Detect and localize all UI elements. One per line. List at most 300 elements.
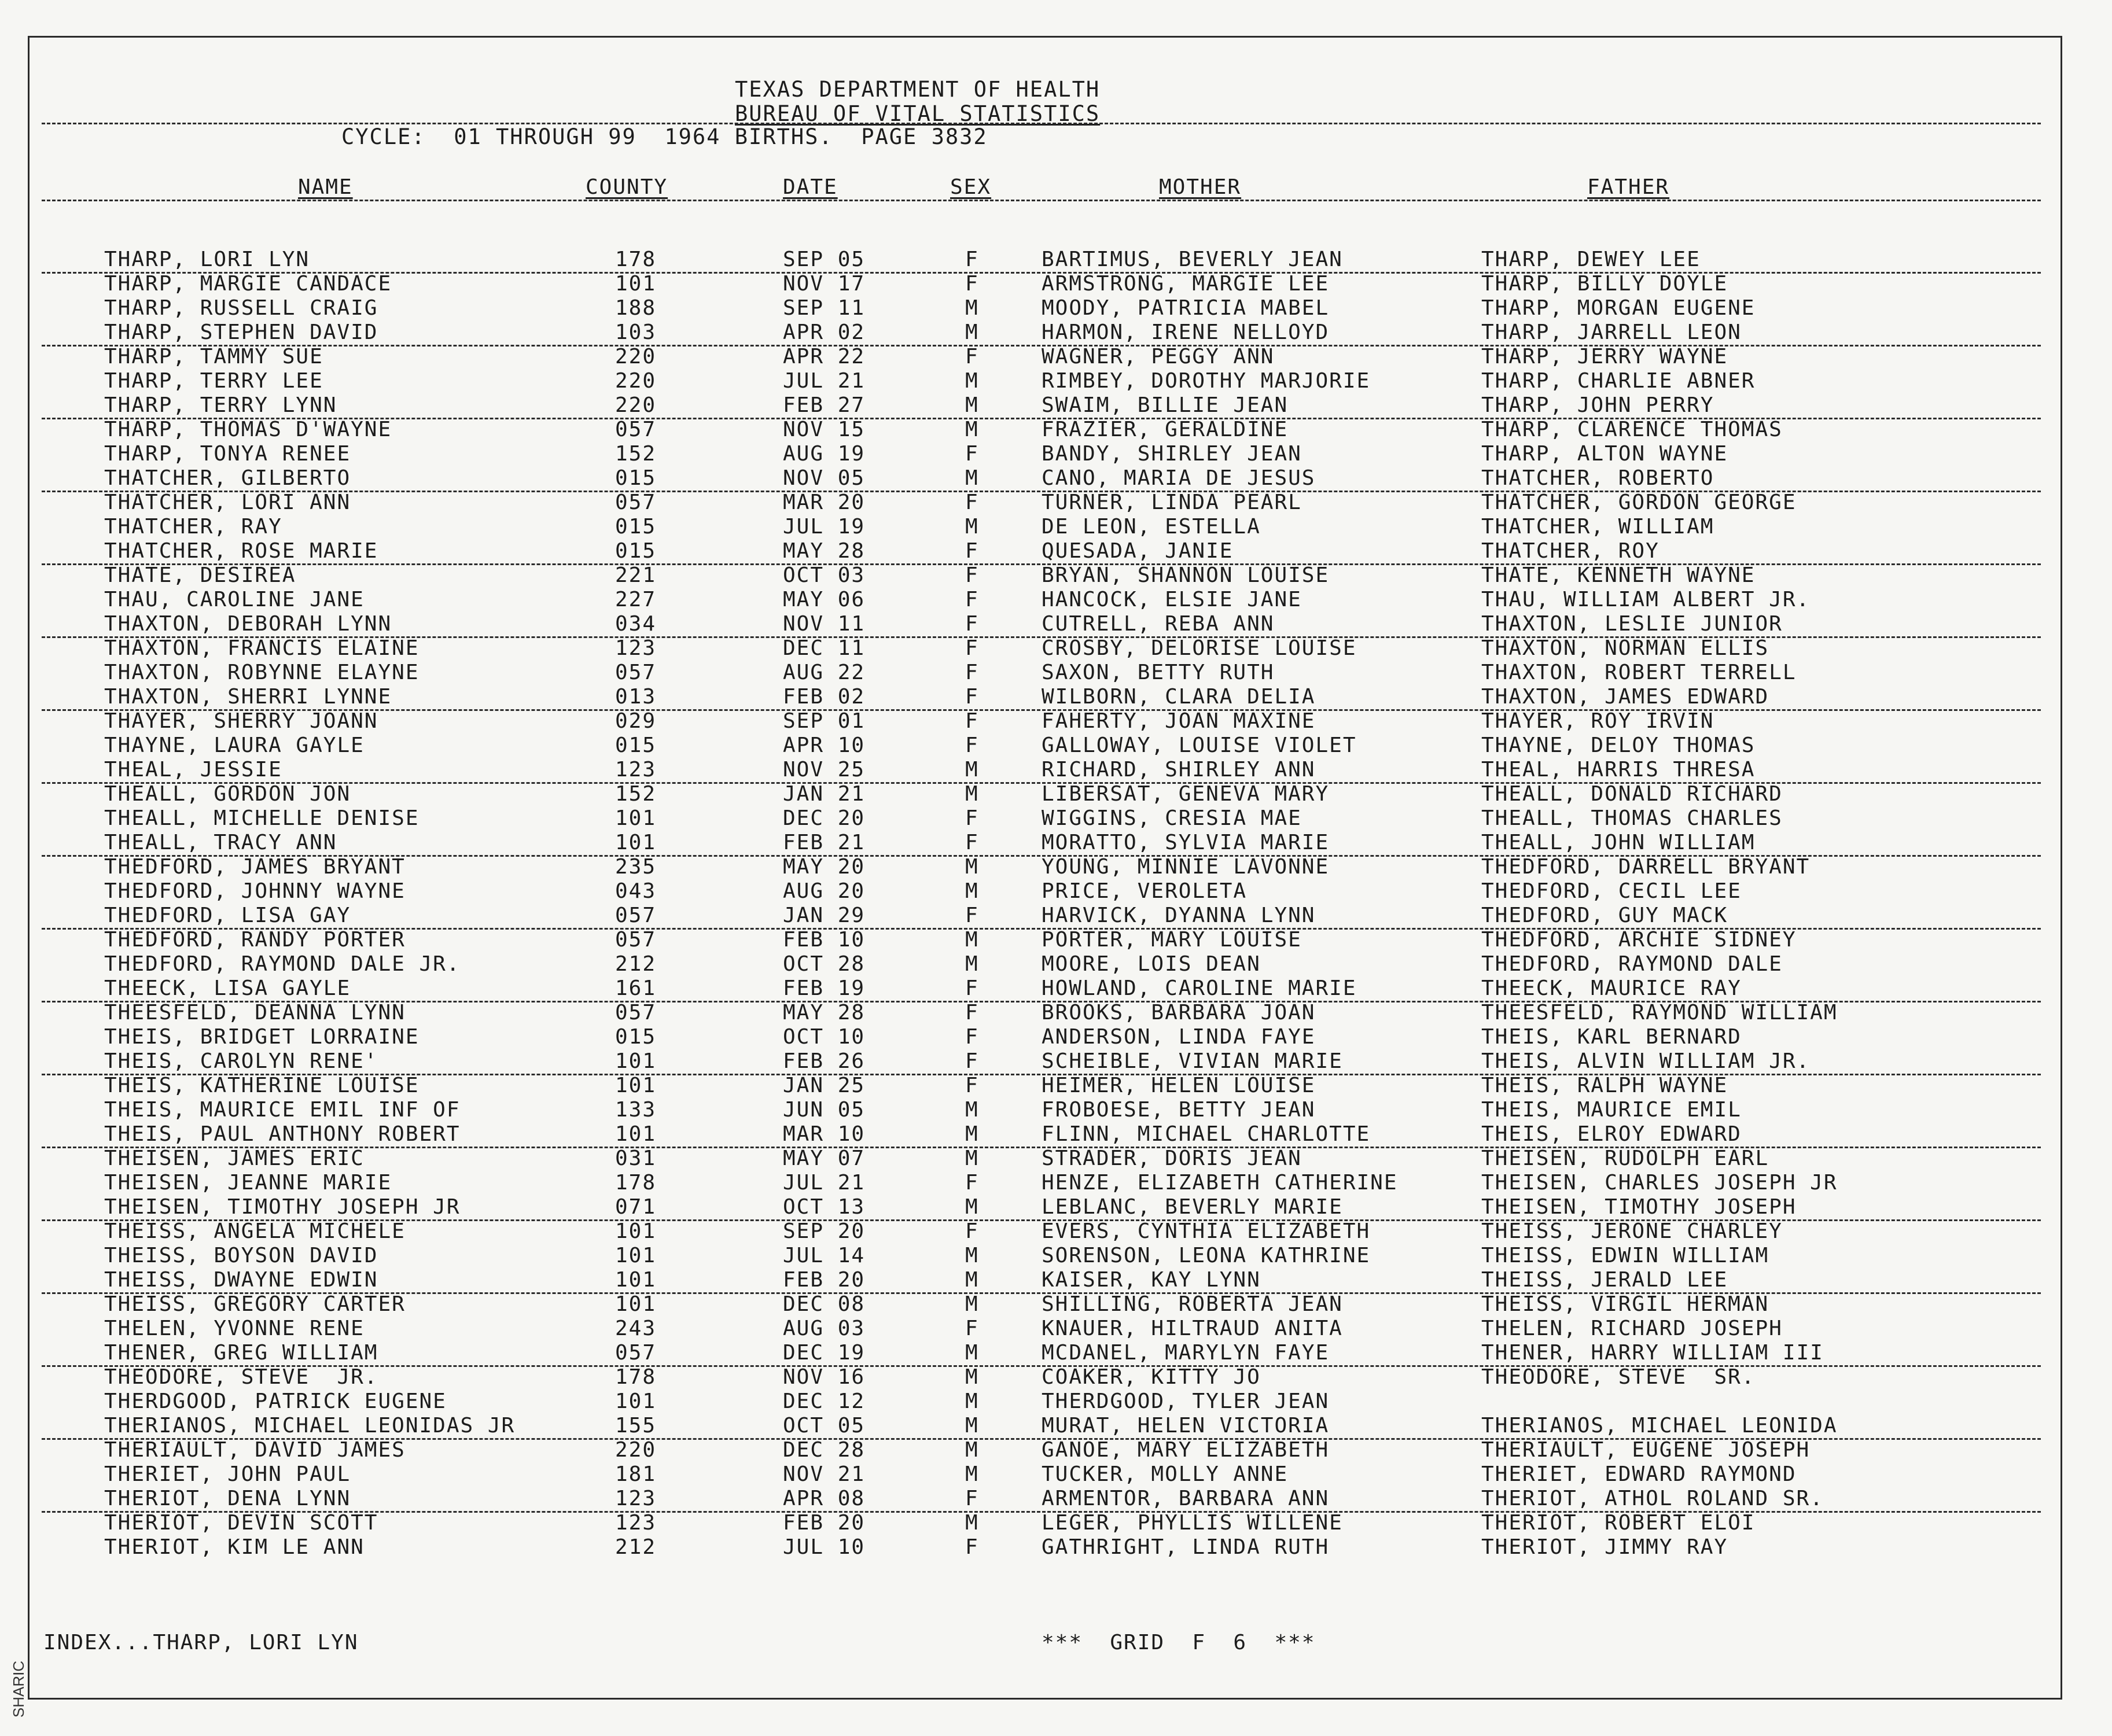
table-row [0,806,2112,831]
table-row [0,1292,2112,1317]
cell-date: NOV 15 [783,418,866,441]
table-row [0,1122,2112,1147]
cell-name: THEDFORD, JAMES BRYANT [104,855,406,879]
cell-mother: GANOE, MARY ELIZABETH [1042,1438,1330,1462]
cell-sex: F [965,442,979,466]
cell-father: THERIOT, JIMMY RAY [1481,1535,1728,1559]
cell-father: THEDFORD, DARRELL BRYANT [1481,855,1811,879]
index-label: INDEX...THARP, LORI LYN [43,1631,359,1654]
cell-date: FEB 26 [783,1049,866,1073]
cell-father: THAU, WILLIAM ALBERT JR. [1481,588,1811,611]
cell-father: THEDFORD, GUY MACK [1481,904,1728,927]
records-table [0,248,2112,1560]
table-row [0,1147,2112,1171]
cell-date: FEB 02 [783,685,866,709]
cell-name: THEDFORD, JOHNNY WAYNE [104,879,406,903]
cell-mother: HENZE, ELIZABETH CATHERINE [1042,1171,1398,1195]
cell-county: 152 [615,782,657,806]
cell-sex: F [965,661,979,684]
cell-father: THEISS, VIRGIL HERMAN [1481,1292,1769,1316]
cell-date: MAY 06 [783,588,866,611]
cell-county: 101 [615,831,657,854]
cell-sex: M [965,1511,979,1535]
cell-name: THARP, RUSSELL CRAIG [104,296,378,320]
cell-sex: M [965,296,979,320]
cell-name: THEISS, DWAYNE EDWIN [104,1268,378,1292]
cell-date: MAY 07 [783,1147,866,1170]
cell-county: 220 [615,345,657,368]
cell-mother: FAHERTY, JOAN MAXINE [1042,709,1316,733]
cell-name: THEALL, MICHELLE DENISE [104,806,420,830]
cell-mother: BANDY, SHIRLEY JEAN [1042,442,1302,466]
cell-name: THAXTON, SHERRI LYNNE [104,685,392,709]
cell-sex: F [965,1219,979,1243]
cell-date: APR 10 [783,734,866,757]
table-row [0,879,2112,904]
cell-county: 015 [615,734,657,757]
cell-mother: LIBERSAT, GENEVA MARY [1042,782,1330,806]
cell-county: 057 [615,928,657,952]
cell-father: THENER, HARRY WILLIAM III [1481,1341,1824,1365]
cell-father: THATE, KENNETH WAYNE [1481,563,1756,587]
cell-name: THEODORE, STEVE JR. [104,1365,378,1389]
column-header-father: FATHER [1587,175,1670,199]
cell-father: THEECK, MAURICE RAY [1481,976,1742,1000]
cell-name: THEECK, LISA GAYLE [104,976,351,1000]
cell-sex: M [965,1341,979,1365]
cell-date: FEB 19 [783,976,866,1000]
cell-mother: GALLOWAY, LOUISE VIOLET [1042,734,1357,757]
cell-father: THARP, JARRELL LEON [1481,320,1742,344]
cell-date: DEC 12 [783,1389,866,1413]
cell-sex: M [965,1292,979,1316]
cell-county: 031 [615,1147,657,1170]
table-row [0,442,2112,466]
cell-county: 243 [615,1317,657,1340]
cell-date: MAR 20 [783,491,866,514]
cell-date: FEB 20 [783,1268,866,1292]
cell-father: THARP, CHARLIE ABNER [1481,369,1756,393]
cell-father: THEODORE, STEVE SR. [1481,1365,1756,1389]
cell-county: 152 [615,442,657,466]
cell-father: THAXTON, NORMAN ELLIS [1481,636,1769,660]
cell-mother: BROOKS, BARBARA JOAN [1042,1001,1316,1024]
cell-name: THARP, TAMMY SUE [104,345,323,368]
cell-father: THEDFORD, RAYMOND DALE [1481,952,1783,976]
cell-county: 133 [615,1098,657,1122]
cell-sex: M [965,418,979,441]
cell-name: THEAL, JESSIE [104,758,282,782]
cell-date: DEC 19 [783,1341,866,1365]
cell-father: THEISEN, TIMOTHY JOSEPH [1481,1195,1797,1219]
cell-county: 101 [615,1049,657,1073]
cell-date: NOV 17 [783,272,866,296]
cell-date: SEP 20 [783,1219,866,1243]
cell-county: 123 [615,1487,657,1510]
cell-county: 057 [615,491,657,514]
cell-name: THERIOT, DENA LYNN [104,1487,351,1510]
cell-name: THATCHER, LORI ANN [104,491,351,514]
cell-county: 123 [615,636,657,660]
cell-date: APR 02 [783,320,866,344]
cell-father: THARP, DEWEY LEE [1481,248,1701,271]
cell-date: NOV 05 [783,466,866,490]
cell-mother: QUESADA, JANIE [1042,539,1234,563]
cell-father: THEISS, JERALD LEE [1481,1268,1728,1292]
cell-sex: F [965,734,979,757]
cell-county: 101 [615,1389,657,1413]
cell-mother: HARMON, IRENE NELLOYD [1042,320,1330,344]
cell-father: THELEN, RICHARD JOSEPH [1481,1317,1783,1340]
cell-father: THERIAULT, EUGENE JOSEPH [1481,1438,1811,1462]
cell-father: THAXTON, ROBERT TERRELL [1481,661,1797,684]
cell-sex: F [965,904,979,927]
cell-county: 101 [615,1219,657,1243]
cell-mother: SAXON, BETTY RUTH [1042,661,1275,684]
table-row [0,491,2112,515]
cell-father: THEISS, JERONE CHARLEY [1481,1219,1783,1243]
cell-name: THATE, DESIREA [104,563,296,587]
cell-sex: F [965,1487,979,1510]
cell-date: DEC 20 [783,806,866,830]
cell-sex: M [965,1147,979,1170]
cell-sex: F [965,685,979,709]
cell-sex: M [965,1414,979,1438]
cell-mother: BARTIMUS, BEVERLY JEAN [1042,248,1343,271]
cell-mother: SWAIM, BILLIE JEAN [1042,393,1289,417]
header-agency: TEXAS DEPARTMENT OF HEALTH [735,77,1101,102]
cell-date: AUG 20 [783,879,866,903]
cell-sex: M [965,782,979,806]
cell-name: THENER, GREG WILLIAM [104,1341,378,1365]
cell-name: THERIANOS, MICHAEL LEONIDAS JR [104,1414,516,1438]
cell-date: DEC 11 [783,636,866,660]
cell-county: 161 [615,976,657,1000]
table-row [0,272,2112,296]
table-row [0,928,2112,952]
cell-date: MAR 10 [783,1122,866,1146]
cell-sex: F [965,345,979,368]
cell-mother: DE LEON, ESTELLA [1042,515,1261,539]
cell-date: JUL 14 [783,1244,866,1267]
cell-father: THEISEN, CHARLES JOSEPH JR [1481,1171,1838,1195]
cell-mother: STRADER, DORIS JEAN [1042,1147,1302,1170]
table-row [0,661,2112,685]
cell-name: THATCHER, ROSE MARIE [104,539,378,563]
table-row [0,1511,2112,1535]
cell-sex: F [965,806,979,830]
cell-name: THARP, TERRY LYNN [104,393,337,417]
cell-county: 212 [615,952,657,976]
cell-county: 178 [615,248,657,271]
cell-father: THAXTON, LESLIE JUNIOR [1481,612,1783,636]
cell-date: MAY 28 [783,1001,866,1024]
cell-name: THEDFORD, LISA GAY [104,904,351,927]
cell-name: THEIS, PAUL ANTHONY ROBERT [104,1122,461,1146]
cell-county: 057 [615,1001,657,1024]
cell-county: 013 [615,685,657,709]
table-row [0,952,2112,976]
cell-mother: HOWLAND, CAROLINE MARIE [1042,976,1357,1000]
table-row [0,1025,2112,1049]
cell-mother: GATHRIGHT, LINDA RUTH [1042,1535,1330,1559]
cell-mother: WILBORN, CLARA DELIA [1042,685,1316,709]
cell-county: 103 [615,320,657,344]
table-row [0,904,2112,928]
cell-county: 057 [615,418,657,441]
cell-mother: MOODY, PATRICIA MABEL [1042,296,1330,320]
table-row [0,418,2112,442]
cell-date: JUL 10 [783,1535,866,1559]
cell-mother: HANCOCK, ELSIE JANE [1042,588,1302,611]
cell-mother: MCDANEL, MARYLYN FAYE [1042,1341,1330,1365]
cell-father: THATCHER, GORDON GEORGE [1481,491,1797,514]
cell-sex: M [965,1122,979,1146]
cell-name: THEISEN, JEANNE MARIE [104,1171,392,1195]
cell-mother: WAGNER, PEGGY ANN [1042,345,1275,368]
cell-name: THARP, TONYA RENEE [104,442,351,466]
table-row [0,393,2112,418]
cell-name: THEIS, KATHERINE LOUISE [104,1074,420,1097]
cell-name: THARP, THOMAS D'WAYNE [104,418,392,441]
cell-mother: ARMENTOR, BARBARA ANN [1042,1487,1330,1510]
cell-county: 015 [615,466,657,490]
cell-father: THERIOT, ROBERT ELOI [1481,1511,1756,1535]
cell-county: 101 [615,1122,657,1146]
cell-date: SEP 11 [783,296,866,320]
cell-mother: RIMBEY, DOROTHY MARJORIE [1042,369,1371,393]
cell-mother: WIGGINS, CRESIA MAE [1042,806,1302,830]
cell-sex: M [965,320,979,344]
table-row [0,734,2112,758]
table-row [0,612,2112,636]
cell-name: THERIAULT, DAVID JAMES [104,1438,406,1462]
cell-sex: F [965,976,979,1000]
cell-mother: SHILLING, ROBERTA JEAN [1042,1292,1343,1316]
cell-father: THARP, JOHN PERRY [1481,393,1714,417]
cell-father: THEALL, JOHN WILLIAM [1481,831,1756,854]
cell-name: THAXTON, DEBORAH LYNN [104,612,392,636]
cell-sex: M [965,393,979,417]
table-row [0,1195,2112,1219]
cell-date: NOV 25 [783,758,866,782]
grid-label: *** GRID F 6 *** [1042,1631,1316,1654]
cell-date: JAN 29 [783,904,866,927]
cell-father: THEISS, EDWIN WILLIAM [1481,1244,1769,1267]
cell-county: 123 [615,758,657,782]
table-row [0,296,2112,320]
cell-date: DEC 28 [783,1438,866,1462]
cell-name: THATCHER, GILBERTO [104,466,351,490]
cell-sex: M [965,1195,979,1219]
cell-father: THERIOT, ATHOL ROLAND SR. [1481,1487,1824,1510]
cell-date: FEB 27 [783,393,866,417]
cell-sex: M [965,369,979,393]
cell-county: 220 [615,393,657,417]
cell-name: THARP, STEPHEN DAVID [104,320,378,344]
cell-county: 015 [615,515,657,539]
table-row [0,855,2112,879]
cell-sex: M [965,879,979,903]
cell-name: THAYER, SHERRY JOANN [104,709,378,733]
cell-name: THEISS, BOYSON DAVID [104,1244,378,1267]
cell-mother: YOUNG, MINNIE LAVONNE [1042,855,1330,879]
cell-father: THEIS, ALVIN WILLIAM JR. [1481,1049,1811,1073]
cell-county: 212 [615,1535,657,1559]
cell-mother: MORATTO, SYLVIA MARIE [1042,831,1330,854]
cell-sex: F [965,709,979,733]
cell-sex: M [965,1365,979,1389]
cell-sex: F [965,636,979,660]
cell-mother: HEIMER, HELEN LOUISE [1042,1074,1316,1097]
table-row [0,1074,2112,1098]
cell-sex: F [965,1535,979,1559]
cell-father: THEESFELD, RAYMOND WILLIAM [1481,1001,1838,1024]
table-row [0,539,2112,563]
cell-mother: TURNER, LINDA PEARL [1042,491,1302,514]
cell-date: JUL 21 [783,1171,866,1195]
cell-sex: F [965,1074,979,1097]
table-row [0,369,2112,393]
cell-father: THARP, ALTON WAYNE [1481,442,1728,466]
cell-name: THATCHER, RAY [104,515,282,539]
cell-date: OCT 05 [783,1414,866,1438]
cell-father: THAYER, ROY IRVIN [1481,709,1714,733]
cell-county: 057 [615,1341,657,1365]
cell-county: 101 [615,1074,657,1097]
cell-sex: F [965,491,979,514]
cell-name: THELEN, YVONNE RENE [104,1317,365,1340]
table-row [0,345,2112,369]
cell-name: THEISS, ANGELA MICHELE [104,1219,406,1243]
table-row [0,709,2112,734]
table-row [0,588,2112,612]
table-row [0,248,2112,272]
cell-name: THEESFELD, DEANNA LYNN [104,1001,406,1024]
cell-date: JAN 25 [783,1074,866,1097]
cell-sex: M [965,1438,979,1462]
cell-father: THEDFORD, CECIL LEE [1481,879,1742,903]
cell-father: THEISEN, RUDOLPH EARL [1481,1147,1769,1170]
table-row [0,1414,2112,1438]
table-row [0,1219,2112,1244]
cell-name: THARP, MARGIE CANDACE [104,272,392,296]
cell-sex: F [965,1025,979,1049]
cell-county: 029 [615,709,657,733]
cell-mother: MURAT, HELEN VICTORIA [1042,1414,1330,1438]
table-row [0,1049,2112,1074]
cell-date: OCT 03 [783,563,866,587]
cell-father: THARP, MORGAN EUGENE [1481,296,1756,320]
cell-father: THEIS, ELROY EDWARD [1481,1122,1742,1146]
table-row [0,515,2112,539]
cell-sex: F [965,563,979,587]
table-row [0,1535,2112,1560]
cell-county: 235 [615,855,657,879]
cell-mother: TUCKER, MOLLY ANNE [1042,1462,1289,1486]
cell-sex: F [965,1049,979,1073]
cell-county: 188 [615,296,657,320]
cell-father: THAYNE, DELOY THOMAS [1481,734,1756,757]
cell-county: 227 [615,588,657,611]
table-row [0,320,2112,345]
table-row [0,1001,2112,1025]
cell-mother: COAKER, KITTY JO [1042,1365,1261,1389]
cell-name: THAXTON, FRANCIS ELAINE [104,636,420,660]
cell-mother: MOORE, LOIS DEAN [1042,952,1261,976]
table-row [0,1365,2112,1389]
cell-date: MAY 28 [783,539,866,563]
cell-mother: KAISER, KAY LYNN [1042,1268,1261,1292]
cell-mother: SORENSON, LEONA KATHRINE [1042,1244,1371,1267]
cell-date: FEB 21 [783,831,866,854]
cell-county: 015 [615,539,657,563]
cell-county: 034 [615,612,657,636]
cell-name: THEIS, CAROLYN RENE' [104,1049,378,1073]
cell-father: THATCHER, ROBERTO [1481,466,1714,490]
table-row [0,1462,2112,1487]
cell-county: 015 [615,1025,657,1049]
cell-name: THEISEN, TIMOTHY JOSEPH JR [104,1195,461,1219]
cell-father: THARP, JERRY WAYNE [1481,345,1728,368]
cell-county: 101 [615,1268,657,1292]
cell-name: THERIOT, KIM LE ANN [104,1535,365,1559]
header-bureau: BUREAU OF VITAL STATISTICS [735,101,1101,126]
cell-mother: FRAZIER, GERALDINE [1042,418,1289,441]
cell-name: THERIET, JOHN PAUL [104,1462,351,1486]
cell-county: 057 [615,661,657,684]
cell-date: AUG 19 [783,442,866,466]
table-row [0,636,2112,661]
cell-county: 178 [615,1171,657,1195]
cell-name: THERDGOOD, PATRICK EUGENE [104,1389,447,1413]
table-row [0,685,2112,709]
cell-sex: M [965,758,979,782]
cell-sex: M [965,1268,979,1292]
cell-date: JUN 05 [783,1098,866,1122]
cell-father: THEDFORD, ARCHIE SIDNEY [1481,928,1797,952]
cell-mother: FROBOESE, BETTY JEAN [1042,1098,1316,1122]
rule-columns [42,200,2041,201]
column-header-sex: SEX [950,175,992,199]
cell-sex: F [965,1171,979,1195]
cell-name: THERIOT, DEVIN SCOTT [104,1511,378,1535]
cell-county: 155 [615,1414,657,1438]
cell-county: 221 [615,563,657,587]
side-label: SHARIC [9,1660,27,1718]
cell-name: THEALL, TRACY ANN [104,831,337,854]
cell-date: SEP 01 [783,709,866,733]
cell-date: FEB 10 [783,928,866,952]
cell-sex: M [965,515,979,539]
cell-name: THARP, TERRY LEE [104,369,323,393]
cell-father: THATCHER, WILLIAM [1481,515,1714,539]
cell-mother: BRYAN, SHANNON LOUISE [1042,563,1330,587]
cell-mother: PORTER, MARY LOUISE [1042,928,1302,952]
cell-father: THERIANOS, MICHAEL LEONIDA [1481,1414,1838,1438]
cell-date: OCT 13 [783,1195,866,1219]
cell-county: 101 [615,806,657,830]
cell-county: 123 [615,1511,657,1535]
cell-sex: F [965,831,979,854]
column-header-mother: MOTHER [1159,175,1242,199]
cell-date: JAN 21 [783,782,866,806]
cell-mother: CROSBY, DELORISE LOUISE [1042,636,1357,660]
cell-mother: PRICE, VEROLETA [1042,879,1248,903]
table-row [0,466,2112,491]
cell-date: AUG 22 [783,661,866,684]
cell-date: NOV 11 [783,612,866,636]
